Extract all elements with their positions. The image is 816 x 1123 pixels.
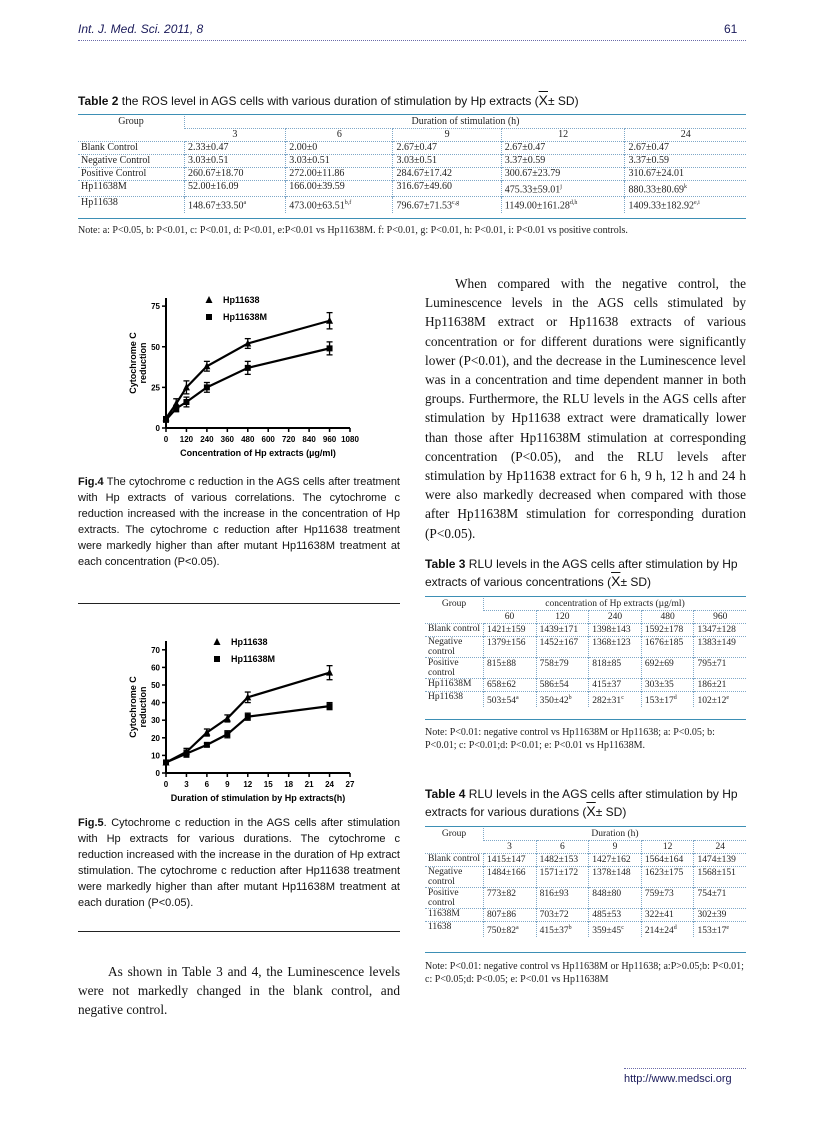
legend-label: Hp11638M bbox=[223, 312, 268, 322]
fig5-caption-text: . Cytochrome c reduction in the AGS cells after stimulation with Hp extracts for various durations. The cytochrome c reduction increased with the increase in the duration of Hp extract stimulation. The cytochrome c reduction after Hp11638 treatment were markedly higher than after mutant Hp11638M treatment at each duration (P<0.05). bbox=[78, 817, 400, 909]
row-label: Blank Control bbox=[78, 142, 185, 155]
table-cell: 1568±151 bbox=[694, 867, 746, 888]
y-axis-label: reduction bbox=[138, 342, 148, 384]
table-cell: 3.37±0.59 bbox=[625, 155, 746, 168]
table3-group-header: Group bbox=[441, 599, 467, 609]
y-tick-label: 20 bbox=[151, 733, 160, 743]
header-rule bbox=[78, 40, 746, 41]
data-point-square bbox=[163, 759, 169, 765]
data-point-square bbox=[163, 417, 169, 423]
legend-marker-square bbox=[214, 656, 220, 662]
significance-mark: a bbox=[515, 925, 519, 931]
row-label: Positive control bbox=[425, 888, 484, 909]
table-cell: 1452±167 bbox=[536, 637, 589, 658]
x-tick-label: 960 bbox=[322, 435, 337, 444]
table4-col-header: 24 bbox=[694, 841, 746, 854]
x-tick-label: 720 bbox=[281, 435, 296, 444]
table4-group-header: Group bbox=[441, 829, 467, 839]
table4-title-text: RLU levels in the AGS cells after stimulation by Hp extracts for various durations ( bbox=[425, 787, 738, 819]
table2-grid bbox=[78, 116, 746, 213]
table-cell: 754±71 bbox=[694, 888, 746, 909]
table2-group-header: Group bbox=[118, 116, 144, 127]
row-label: Hp11638M bbox=[78, 181, 185, 197]
table-cell: 3.03±0.51 bbox=[286, 155, 393, 168]
fig4-rule bbox=[78, 603, 400, 604]
table-row bbox=[78, 142, 746, 155]
table3 bbox=[425, 598, 746, 707]
page-number: 61 bbox=[724, 22, 738, 36]
y-tick-label: 40 bbox=[151, 698, 160, 708]
table-cell: 284.67±17.42 bbox=[393, 168, 501, 181]
table4-title-end: ± SD) bbox=[595, 805, 627, 819]
row-label: Negative control bbox=[425, 637, 484, 658]
table3-note: Note: P<0.01: negative control vs Hp11638M or Hp11638; a: P<0.05; b: P<0.01; c: P<0.01;d: P<0.01; e: P<0.01 vs Hp11638M. bbox=[425, 727, 715, 751]
legend-marker-triangle bbox=[206, 296, 213, 303]
table-cell: $359\pm 45^c$ bbox=[589, 922, 642, 938]
table-cell: $750\pm 82^a$ bbox=[484, 922, 537, 938]
table-cell: 3.03±0.51 bbox=[185, 155, 286, 168]
x-tick-label: 12 bbox=[243, 780, 253, 789]
x-tick-label: 840 bbox=[302, 435, 316, 444]
table2-top-rule bbox=[78, 114, 746, 115]
table4-col-header: 9 bbox=[589, 841, 642, 854]
significance-mark: b,f bbox=[344, 200, 352, 207]
table-cell: 186±21 bbox=[694, 679, 746, 692]
significance-mark: k bbox=[683, 184, 687, 190]
table-cell: 1421±159 bbox=[484, 624, 537, 637]
body-left-paragraph: As shown in Table 3 and 4, the Luminescence levels were not markedly changed in the blank control, and negative control. bbox=[78, 964, 400, 1018]
journal-header bbox=[78, 22, 203, 36]
table-cell: 1398±143 bbox=[589, 624, 642, 637]
data-point-square bbox=[183, 399, 189, 405]
data-point-square bbox=[245, 714, 251, 720]
table-cell: $796.67\pm 71.53^{c,g}$ bbox=[393, 197, 501, 213]
row-label: 11638 bbox=[425, 922, 484, 938]
table-cell: 1347±128 bbox=[694, 624, 746, 637]
row-label: Blank control bbox=[425, 624, 484, 637]
table-cell: 1571±172 bbox=[536, 867, 589, 888]
table-row bbox=[78, 168, 746, 181]
table-row bbox=[78, 155, 746, 168]
table4-grid bbox=[425, 828, 746, 937]
table2-col-header: 6 bbox=[286, 129, 393, 142]
x-tick-label: 15 bbox=[263, 780, 273, 789]
table-cell: 773±82 bbox=[484, 888, 537, 909]
table-cell: 586±54 bbox=[536, 679, 589, 692]
y-axis-label: reduction bbox=[138, 686, 148, 728]
table-row bbox=[425, 658, 746, 679]
table4-top-rule bbox=[425, 826, 746, 827]
table-cell: 1474±139 bbox=[694, 854, 746, 867]
significance-mark: d,h bbox=[569, 200, 578, 207]
table4-bottom-rule bbox=[425, 952, 746, 953]
table-cell: 759±73 bbox=[641, 888, 694, 909]
table2-label: Table 2 bbox=[78, 94, 119, 108]
table-row bbox=[425, 922, 746, 938]
table-cell: $1409.33\pm 182.92^{e,i}$ bbox=[625, 197, 746, 213]
table4 bbox=[425, 828, 746, 937]
table3-grid bbox=[425, 598, 746, 707]
table2-title-end: ± SD) bbox=[548, 94, 579, 108]
legend-label: Hp11638 bbox=[231, 637, 268, 647]
table2-span-header: Duration of stimulation (h) bbox=[185, 116, 747, 129]
table3-col-header: 960 bbox=[694, 611, 746, 624]
fig4-label: Fig.4 bbox=[78, 476, 104, 488]
y-tick-label: 10 bbox=[151, 751, 160, 761]
table2-title bbox=[78, 92, 579, 108]
table-row bbox=[425, 867, 746, 888]
fig4-caption-text: The cytochrome c reduction in the AGS cells after treatment with Hp extracts of various correlations. The cytochrome c reduction increased with the increase in the concentration of Hp extracts. The cytochrome c reduction after Hp11638 treatment were markedly higher than after mutant Hp11638M treatment at each concentration (P<0.05). bbox=[78, 476, 400, 568]
data-point-square bbox=[204, 742, 210, 748]
y-tick-label: 70 bbox=[151, 645, 160, 655]
significance-mark: e bbox=[726, 695, 730, 701]
data-point-square bbox=[327, 703, 333, 709]
table-cell: 795±71 bbox=[694, 658, 746, 679]
table-cell: 2.33±0.47 bbox=[185, 142, 286, 155]
table3-col-header: 240 bbox=[589, 611, 642, 624]
table-cell: 272.00±11.86 bbox=[286, 168, 393, 181]
table-row bbox=[425, 692, 746, 708]
table-cell: $153\pm 17^d$ bbox=[641, 692, 694, 708]
table-cell: $475.33\pm 59.01^j$ bbox=[501, 181, 625, 197]
row-label: Blank control bbox=[425, 854, 484, 867]
significance-mark: j bbox=[560, 184, 562, 190]
table4-col-header: 6 bbox=[536, 841, 589, 854]
y-tick-label: 30 bbox=[151, 716, 160, 726]
data-point-square bbox=[224, 731, 230, 737]
fig5-rule bbox=[78, 931, 400, 932]
table4-col-header: 3 bbox=[484, 841, 537, 854]
significance-mark: c bbox=[621, 695, 624, 701]
table-cell: $503\pm 54^a$ bbox=[484, 692, 537, 708]
y-tick-label: 75 bbox=[151, 302, 160, 312]
table-cell: 300.67±23.79 bbox=[501, 168, 625, 181]
table3-col-header: 120 bbox=[536, 611, 589, 624]
table-cell: 1415±147 bbox=[484, 854, 537, 867]
table4-span-header: Duration (h) bbox=[484, 828, 747, 841]
y-tick-label: 50 bbox=[151, 681, 160, 690]
table-cell: 3.37±0.59 bbox=[501, 155, 625, 168]
x-tick-label: 480 bbox=[241, 435, 255, 444]
footer-rule bbox=[624, 1068, 746, 1069]
table-cell: 3.03±0.51 bbox=[393, 155, 501, 168]
table-row bbox=[425, 854, 746, 867]
table-cell: 1439±171 bbox=[536, 624, 589, 637]
table-cell: 758±79 bbox=[536, 658, 589, 679]
table3-title-text: RLU levels in the AGS cells after stimulation by Hp extracts of various concentrations ( bbox=[425, 557, 738, 589]
table-cell: 815±88 bbox=[484, 658, 537, 679]
table-cell: 1379±156 bbox=[484, 637, 537, 658]
x-tick-label: 9 bbox=[225, 780, 230, 789]
table3-title-end: ± SD) bbox=[620, 575, 652, 589]
y-tick-label: 50 bbox=[151, 342, 160, 352]
table-row bbox=[425, 888, 746, 909]
table3-bottom-rule bbox=[425, 719, 746, 720]
table-cell: 692±69 bbox=[641, 658, 694, 679]
table-cell: 2.67±0.47 bbox=[393, 142, 501, 155]
table-row bbox=[425, 624, 746, 637]
table-cell: 52.00±16.09 bbox=[185, 181, 286, 197]
data-point-square bbox=[183, 751, 189, 757]
table2-col-header: 24 bbox=[625, 129, 746, 142]
table2-title-text: the ROS level in AGS cells with various duration of stimulation by Hp extracts ( bbox=[118, 94, 539, 108]
table-cell: $282\pm 31^c$ bbox=[589, 692, 642, 708]
data-point-triangle bbox=[326, 669, 333, 676]
legend-marker-triangle bbox=[214, 638, 221, 645]
table4-xbar: $\overline{X}$ bbox=[586, 803, 596, 819]
data-point-square bbox=[173, 406, 179, 412]
table3-title bbox=[425, 556, 747, 591]
significance-mark: e,i bbox=[693, 200, 700, 207]
table-cell: $102\pm 12^e$ bbox=[694, 692, 746, 708]
significance-mark: a bbox=[515, 695, 519, 701]
table-cell: $880.33\pm 80.69^k$ bbox=[625, 181, 746, 197]
table-cell: 2.00±0 bbox=[286, 142, 393, 155]
table3-label: Table 3 bbox=[425, 557, 466, 571]
y-tick-label: 25 bbox=[151, 383, 160, 393]
legend-label: Hp11638 bbox=[223, 295, 260, 305]
legend-label: Hp11638M bbox=[231, 654, 276, 664]
table3-top-rule bbox=[425, 596, 746, 597]
x-tick-label: 6 bbox=[204, 780, 210, 789]
table4-note: Note: P<0.01: negative control vs Hp11638M or Hp11638; a:P>0.05;b: P<0.01; c: P<0.05;d: P<0.05; e: P<0.01 vs Hp11638M bbox=[425, 961, 744, 985]
table2-col-header: 9 bbox=[393, 129, 501, 142]
row-label: Positive Control bbox=[78, 168, 185, 181]
table-row bbox=[425, 679, 746, 692]
table-cell: 807±86 bbox=[484, 909, 537, 922]
x-tick-label: 3 bbox=[184, 780, 189, 789]
row-label: Negative control bbox=[425, 867, 484, 888]
table-cell: $350\pm 42^b$ bbox=[536, 692, 589, 708]
table3-col-header: 60 bbox=[484, 611, 537, 624]
table-cell: 1482±153 bbox=[536, 854, 589, 867]
table-cell: 703±72 bbox=[536, 909, 589, 922]
data-point-square bbox=[204, 384, 210, 390]
significance-mark: b bbox=[568, 925, 572, 931]
table4-title bbox=[425, 786, 747, 821]
table-cell: 2.67±0.47 bbox=[625, 142, 746, 155]
row-label: 11638M bbox=[425, 909, 484, 922]
table-cell: 260.67±18.70 bbox=[185, 168, 286, 181]
table-cell: 310.67±24.01 bbox=[625, 168, 746, 181]
fig4-caption bbox=[78, 474, 400, 570]
x-tick-label: 360 bbox=[220, 435, 235, 444]
x-tick-label: 0 bbox=[163, 435, 169, 444]
x-tick-label: 1080 bbox=[341, 435, 359, 444]
journal-year-volume: 2011, 8 bbox=[164, 22, 204, 36]
table3-span-header: concentration of Hp extracts (µg/ml) bbox=[484, 598, 747, 611]
table-cell: 322±41 bbox=[641, 909, 694, 922]
table-row bbox=[425, 909, 746, 922]
significance-mark: e bbox=[726, 925, 730, 931]
table-cell: $153\pm 17^e$ bbox=[694, 922, 746, 938]
table2-col-header: 3 bbox=[185, 129, 286, 142]
table-cell: 1484±166 bbox=[484, 867, 537, 888]
x-axis-label: Concentration of Hp extracts (µg/ml) bbox=[180, 448, 336, 458]
data-point-triangle bbox=[326, 317, 333, 324]
y-tick-label: 60 bbox=[151, 663, 160, 673]
table-cell: 485±53 bbox=[589, 909, 642, 922]
table3-col-header: 480 bbox=[641, 611, 694, 624]
table-cell: $415\pm 37^b$ bbox=[536, 922, 589, 938]
row-label: Hp11638 bbox=[78, 197, 185, 213]
x-axis-label: Duration of stimulation by Hp extracts(h) bbox=[170, 793, 346, 803]
table-cell: $1149.00\pm 161.28^{d,h}$ bbox=[501, 197, 625, 213]
x-tick-label: 600 bbox=[261, 435, 275, 444]
table-cell: 1564±164 bbox=[641, 854, 694, 867]
table2-note: Note: a: P<0.05, b: P<0.01, c: P<0.01, d: P<0.01, e:P<0.01 vs Hp11638M. f: P<0.01, g: P<0.01, h: P<0.01, i: P<0.01 vs positive controls. bbox=[78, 225, 628, 236]
table3-xbar: $\overline{X}$ bbox=[611, 573, 621, 589]
table-cell: 1623±175 bbox=[641, 867, 694, 888]
y-tick-label: 0 bbox=[155, 424, 160, 433]
x-tick-label: 240 bbox=[200, 435, 214, 444]
table-cell: 1383±149 bbox=[694, 637, 746, 658]
table-cell: 1427±162 bbox=[589, 854, 642, 867]
fig5-chart bbox=[118, 630, 398, 808]
table-cell: 1368±123 bbox=[589, 637, 642, 658]
table4-col-header: 12 bbox=[641, 841, 694, 854]
table-cell: 816±93 bbox=[536, 888, 589, 909]
x-tick-label: 24 bbox=[325, 780, 335, 789]
significance-mark: d bbox=[673, 925, 677, 931]
y-axis-label: Cytochrome C bbox=[128, 676, 138, 738]
table-cell: 415±37 bbox=[589, 679, 642, 692]
table-cell: 2.67±0.47 bbox=[501, 142, 625, 155]
table-cell: 818±85 bbox=[589, 658, 642, 679]
table-row bbox=[78, 197, 746, 213]
table-cell: 848±80 bbox=[589, 888, 642, 909]
significance-mark: b bbox=[568, 695, 572, 701]
x-tick-label: 18 bbox=[284, 780, 294, 789]
table-cell: 166.00±39.59 bbox=[286, 181, 393, 197]
table-cell: 1378±148 bbox=[589, 867, 642, 888]
x-tick-label: 27 bbox=[345, 780, 355, 789]
x-tick-label: 21 bbox=[304, 780, 314, 789]
table-row bbox=[78, 181, 746, 197]
table-cell: 1676±185 bbox=[641, 637, 694, 658]
table-cell: $214\pm 24^d$ bbox=[641, 922, 694, 938]
fig4-chart bbox=[118, 288, 398, 464]
table-cell: 316.67±49.60 bbox=[393, 181, 501, 197]
footer-url[interactable]: http://www.medsci.org bbox=[624, 1073, 732, 1085]
row-label: Positive control bbox=[425, 658, 484, 679]
body-right-paragraph: When compared with the negative control, the Luminescence levels in the AGS cells stimulated by Hp11638M extract or Hp11638 extracts of various concentration or for different durations were significantly lower (P<0.01), and the decrease in the Luminescence level was in a concentration and time dependent manner in both groups. Furthermore, the RLU levels in the AGS cells after stimulation by Hp11638 extract were dramatically lower than those after Hp11638M stimulation at corresponding concentration (P<0.05), and the RLU levels after stimulation by Hp11638 extract for 6 h, 9 h, 12 h and 24 h were also markedly decreased when compared with those after Hp11638M stimulation for corresponding duration (P<0.05). bbox=[425, 276, 746, 541]
significance-mark: c,g bbox=[451, 200, 460, 207]
journal-name: Int. J. Med. Sci. bbox=[78, 22, 161, 36]
table4-label: Table 4 bbox=[425, 787, 466, 801]
x-tick-label: 120 bbox=[179, 435, 194, 444]
y-axis-label: Cytochrome C bbox=[128, 332, 138, 394]
table2-col-header: 12 bbox=[501, 129, 625, 142]
table-cell: $473.00\pm 63.51^{b,f}$ bbox=[286, 197, 393, 213]
table-row bbox=[425, 637, 746, 658]
row-label: Hp11638M bbox=[425, 679, 484, 692]
table2-bottom-rule bbox=[78, 218, 746, 219]
table-cell: 1592±178 bbox=[641, 624, 694, 637]
table2-xbar: $\overline{X}$ bbox=[538, 92, 548, 108]
table-cell: 148.67±33.50$^a$ bbox=[185, 197, 286, 213]
significance-mark: c bbox=[621, 925, 624, 931]
table-cell: 658±62 bbox=[484, 679, 537, 692]
table-cell: 302±39 bbox=[694, 909, 746, 922]
significance-mark: d bbox=[673, 695, 677, 701]
table2 bbox=[78, 116, 746, 213]
fig5-label: Fig.5 bbox=[78, 817, 104, 829]
x-tick-label: 0 bbox=[163, 780, 169, 789]
row-label: Negative Control bbox=[78, 155, 185, 168]
data-point-square bbox=[245, 365, 251, 371]
row-label: Hp11638 bbox=[425, 692, 484, 708]
fig5-caption bbox=[78, 815, 400, 911]
table-cell: 303±35 bbox=[641, 679, 694, 692]
data-point-square bbox=[327, 345, 333, 351]
y-tick-label: 0 bbox=[155, 769, 160, 778]
legend-marker-square bbox=[206, 314, 212, 320]
significance-mark: a bbox=[243, 200, 247, 207]
